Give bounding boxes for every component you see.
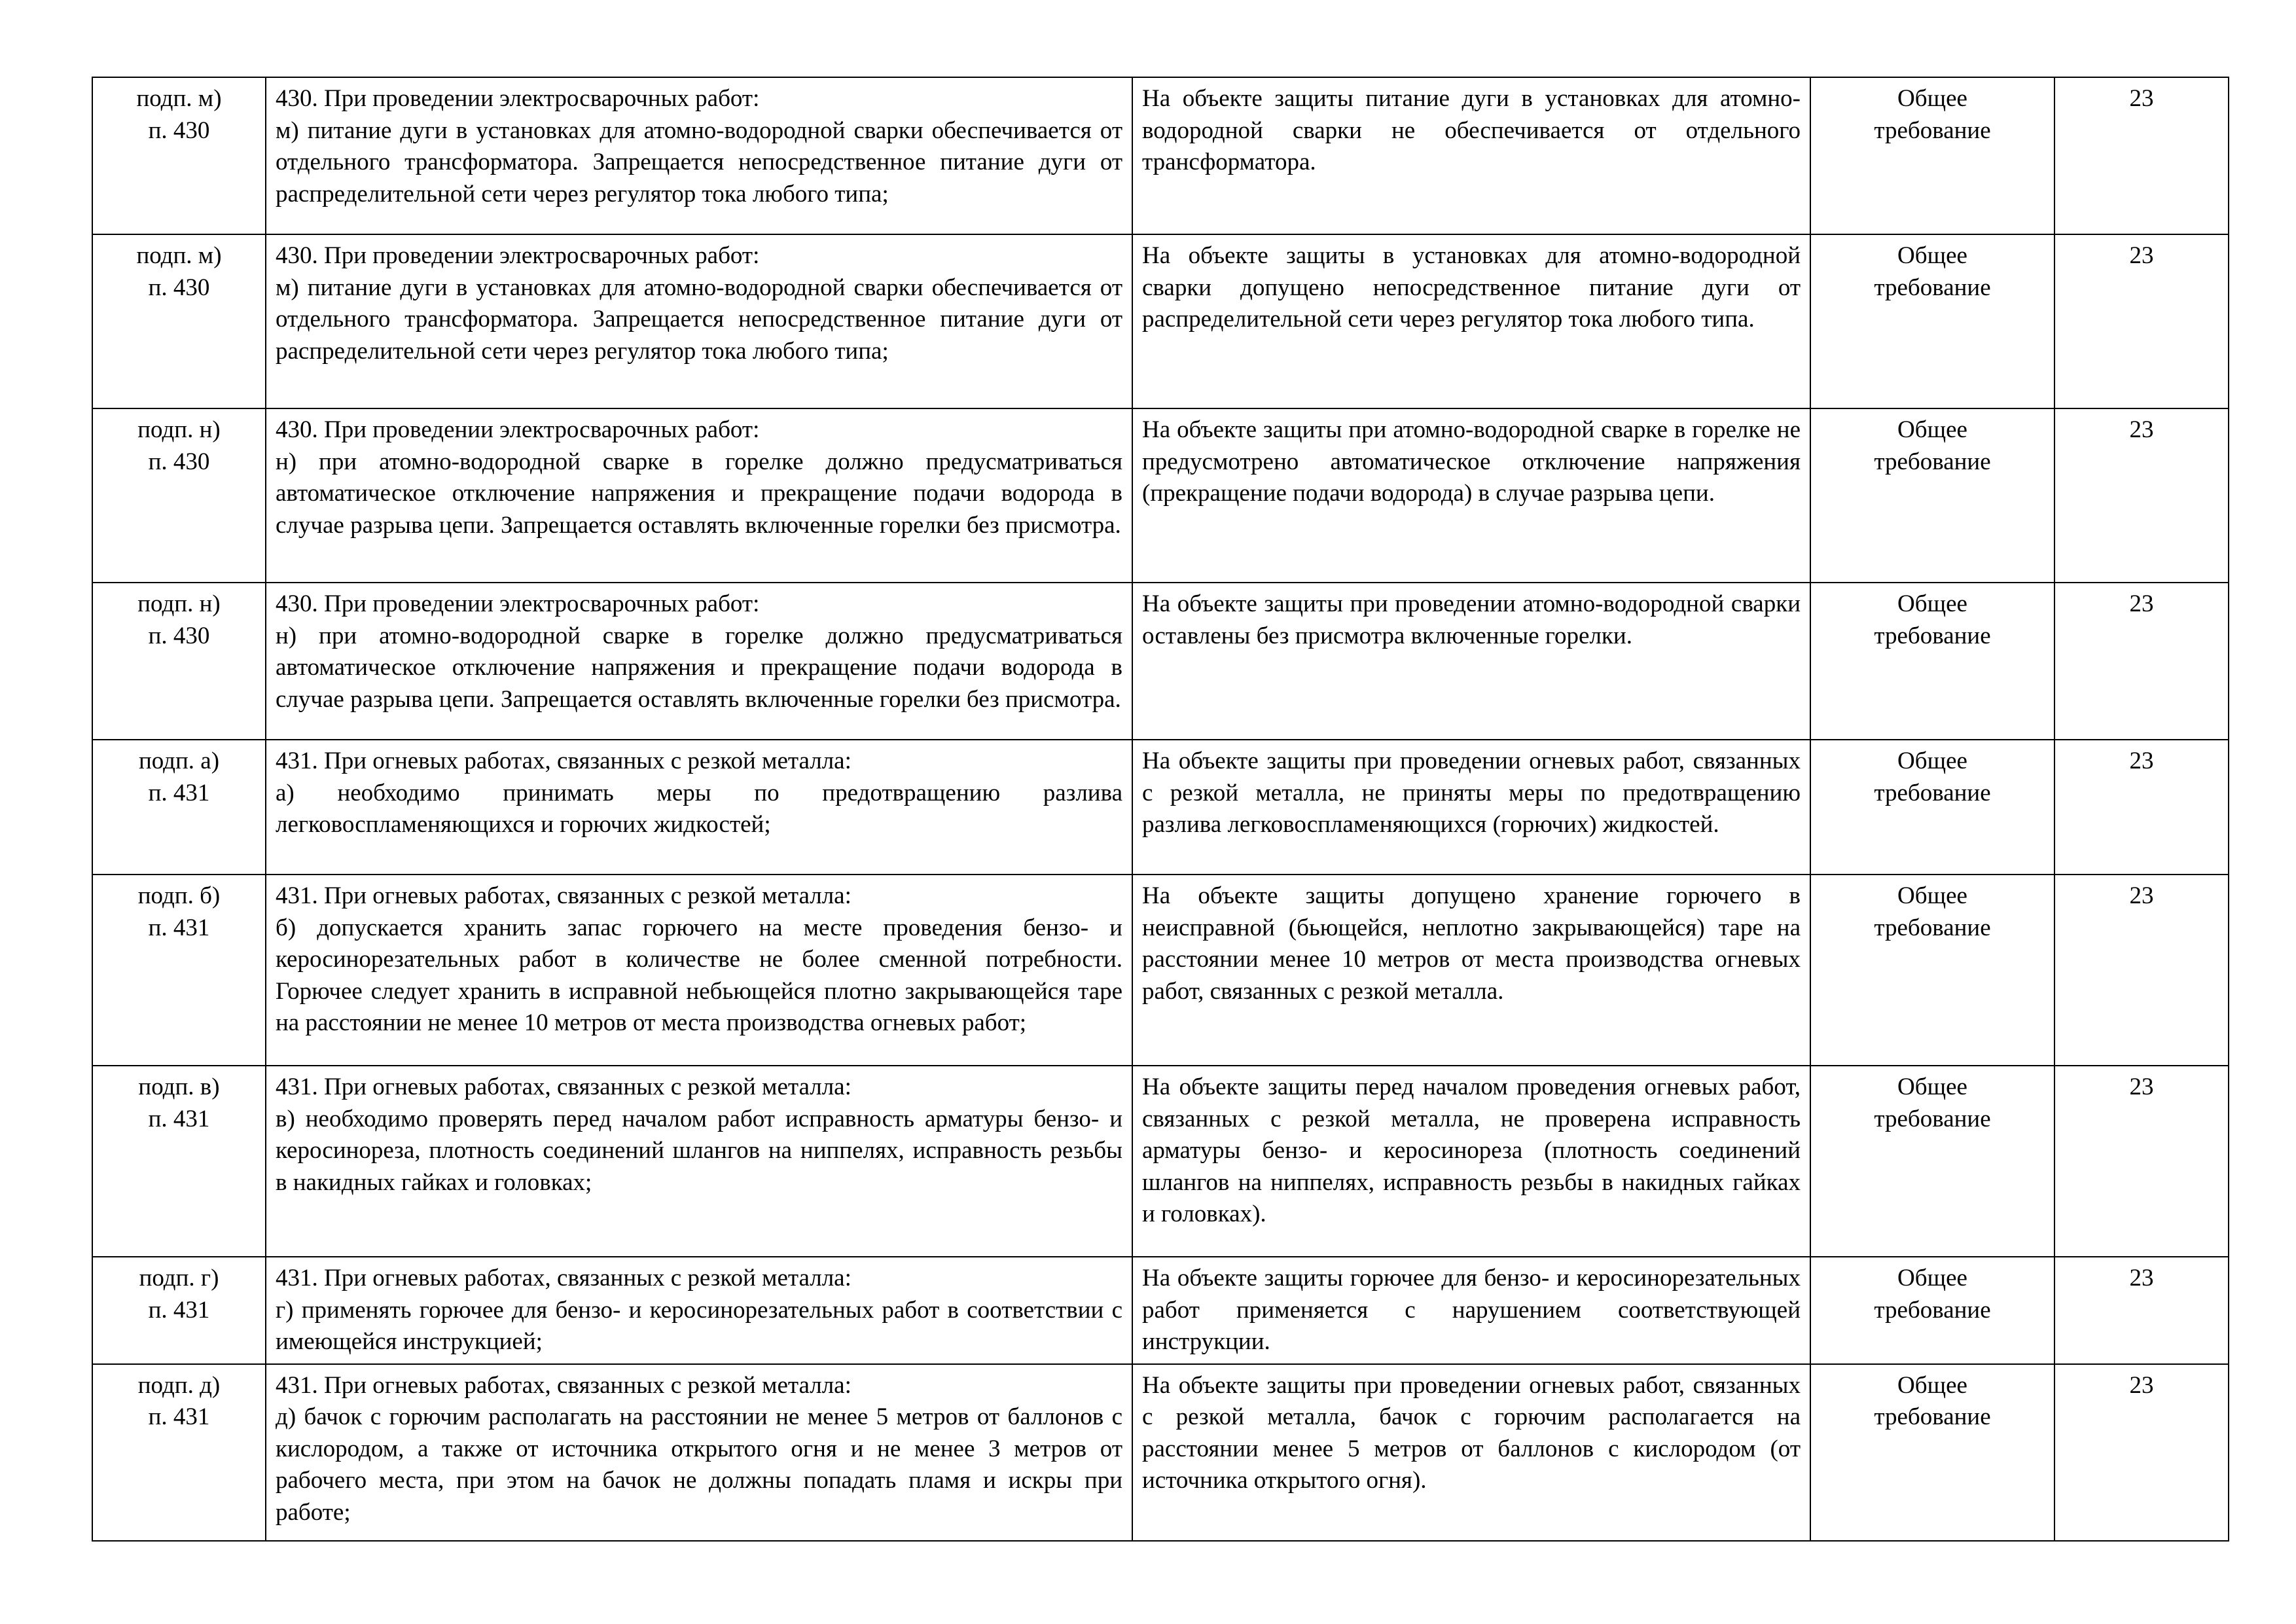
subpoint-ref: подп. м) [136, 85, 222, 112]
subpoint-ref: подп. в) [138, 1074, 220, 1100]
point-ref: п. 431 [148, 779, 210, 806]
rule-clause: н) при атомно-водородной сварке в горелке должно предусматриваться автоматическое отключение напряжения и прекращение подачи водорода в случае разрыва цепи. Запрещается оставлять включенные горелки без присмотра. [276, 448, 1122, 539]
violation-cell: На объекте защиты при проведении атомно-водородной сварки оставлены без присмотра включенные горелки. [1132, 583, 1810, 740]
point-ref: п. 431 [148, 914, 210, 941]
number-cell: 23 [2054, 740, 2229, 875]
table-row [92, 1364, 2229, 1541]
table-row [92, 740, 2229, 875]
rule-text-cell [266, 1066, 1132, 1257]
point-ref: п. 431 [148, 1296, 210, 1324]
subpoint-ref: подп. н) [137, 590, 221, 617]
number-cell: 23 [2054, 234, 2229, 408]
violation-cell: На объекте защиты при проведении огневых работ, связанных с резкой металла, не приняты меры по предотвращению разлива легковоспламеняющихся (горючих) жидкостей. [1132, 740, 1810, 875]
rule-text-cell [266, 740, 1132, 875]
number-cell: 23 [2054, 1257, 2229, 1364]
violation-cell: На объекте защиты в установках для атомно-водородной сварки допущено непосредственное питание дуги от распределительной сети через регулятор тока любого типа. [1132, 234, 1810, 408]
rule-clause: м) питание дуги в установках для атомно-водородной сварки обеспечивается от отдельного трансформатора. Запрещается непосредственное питание дуги от распределительной сети через регулятор тока любого типа; [276, 274, 1122, 365]
rule-clause: а) необходимо принимать меры по предотвращению разлива легковоспламеняющихся и горючих жидкостей; [276, 779, 1122, 838]
subpoint-ref: подп. н) [137, 416, 221, 443]
requirement-type-cell [1810, 583, 2054, 740]
number-cell: 23 [2054, 583, 2229, 740]
number-cell: 23 [2054, 1364, 2229, 1541]
table-row [92, 1257, 2229, 1364]
number-cell: 23 [2054, 408, 2229, 583]
reference-cell [92, 408, 266, 583]
rule-heading: 430. При проведении электросварочных работ: [276, 416, 760, 443]
requirement-type-line: требование [1874, 622, 1991, 649]
rule-text-cell [266, 1257, 1132, 1364]
requirement-type-cell [1810, 234, 2054, 408]
requirement-type-line: требование [1874, 1105, 1991, 1132]
table-row [92, 234, 2229, 408]
point-ref: п. 430 [148, 448, 210, 475]
requirement-type-line: Общее [1897, 590, 1967, 617]
rule-text-cell [266, 234, 1132, 408]
reference-cell [92, 740, 266, 875]
table-row [92, 77, 2229, 234]
violation-cell: На объекте защиты при проведении огневых работ, связанных с резкой металла, бачок с горючим располагается на расстоянии менее 5 метров от баллонов с кислородом (от источника открытого огня). [1132, 1364, 1810, 1541]
rule-heading: 430. При проведении электросварочных работ: [276, 242, 760, 269]
requirement-type-line: Общее [1897, 85, 1967, 112]
number-cell: 23 [2054, 1066, 2229, 1257]
reference-cell [92, 583, 266, 740]
requirement-type-line: Общее [1897, 1074, 1967, 1100]
rule-clause: м) питание дуги в установках для атомно-водородной сварки обеспечивается от отдельного трансформатора. Запрещается непосредственное питание дуги от распределительной сети через регулятор тока любого типа; [276, 117, 1122, 208]
requirement-type-cell [1810, 875, 2054, 1066]
requirement-type-line: требование [1874, 448, 1991, 475]
requirement-type-line: Общее [1897, 416, 1967, 443]
number-cell: 23 [2054, 875, 2229, 1066]
requirement-type-line: Общее [1897, 1265, 1967, 1291]
requirement-type-cell [1810, 1364, 2054, 1541]
reference-cell [92, 234, 266, 408]
rule-text-cell [266, 408, 1132, 583]
rule-text-cell [266, 875, 1132, 1066]
rule-text-cell [266, 583, 1132, 740]
subpoint-ref: подп. б) [137, 882, 221, 909]
rule-heading: 431. При огневых работах, связанных с резкой металла: [276, 1074, 852, 1100]
reference-cell [92, 1257, 266, 1364]
rule-heading: 431. При огневых работах, связанных с резкой металла: [276, 882, 852, 909]
table-row [92, 875, 2229, 1066]
requirement-type-line: требование [1874, 117, 1991, 144]
subpoint-ref: подп. г) [139, 1265, 219, 1291]
rule-heading: 431. При огневых работах, связанных с резкой металла: [276, 1265, 852, 1291]
requirement-type-line: требование [1874, 274, 1991, 301]
requirement-type-line: Общее [1897, 748, 1967, 774]
violation-cell: На объекте защиты перед началом проведения огневых работ, связанных с резкой металла, не проверена исправность арматуры бензо- и керосинореза (плотность соединений шлангов на ниппелях, исправность резьбы в накидных гайках и головках). [1132, 1066, 1810, 1257]
requirement-type-cell [1810, 77, 2054, 234]
requirement-type-line: требование [1874, 779, 1991, 806]
violation-cell: На объекте защиты при атомно-водородной сварке в горелке не предусмотрено автоматическое отключение напряжения (прекращение подачи водорода) в случае разрыва цепи. [1132, 408, 1810, 583]
point-ref: п. 431 [148, 1403, 210, 1430]
violation-cell: На объекте защиты допущено хранение горючего в неисправной (бьющейся, неплотно закрывающейся) таре на расстоянии менее 10 метров от места производства огневых работ, связанных с резкой металла. [1132, 875, 1810, 1066]
reference-cell [92, 1364, 266, 1541]
rule-clause: б) допускается хранить запас горючего на месте проведения бензо- и керосинорезательных работ в количестве не более сменной потребности. Горючее следует хранить в исправной небьющейся плотно закрывающейся таре на расстоянии не менее 10 метров от места производства огневых работ; [276, 914, 1122, 1036]
rule-clause: н) при атомно-водородной сварке в горелке должно предусматриваться автоматическое отключение напряжения и прекращение подачи водорода в случае разрыва цепи. Запрещается оставлять включенные горелки без присмотра. [276, 622, 1122, 713]
violations-table [92, 77, 2229, 1542]
requirement-type-cell [1810, 1257, 2054, 1364]
requirement-type-line: требование [1874, 914, 1991, 941]
rule-heading: 430. При проведении электросварочных работ: [276, 85, 760, 112]
requirement-type-line: требование [1874, 1296, 1991, 1324]
rule-text-cell [266, 77, 1132, 234]
requirement-type-cell [1810, 1066, 2054, 1257]
requirement-type-line: требование [1874, 1403, 1991, 1430]
reference-cell [92, 875, 266, 1066]
requirement-type-line: Общее [1897, 882, 1967, 909]
requirement-type-cell [1810, 740, 2054, 875]
rule-heading: 430. При проведении электросварочных работ: [276, 590, 760, 617]
number-cell: 23 [2054, 77, 2229, 234]
rule-text-cell [266, 1364, 1132, 1541]
rule-heading: 431. При огневых работах, связанных с резкой металла: [276, 1371, 852, 1399]
subpoint-ref: подп. м) [136, 242, 222, 269]
point-ref: п. 431 [148, 1105, 210, 1132]
point-ref: п. 430 [148, 622, 210, 649]
requirement-type-cell [1810, 408, 2054, 583]
violation-cell: На объекте защиты горючее для бензо- и керосинорезательных работ применяется с нарушением соответствующей инструкции. [1132, 1257, 1810, 1364]
reference-cell [92, 77, 266, 234]
point-ref: п. 430 [148, 274, 210, 301]
violation-cell: На объекте защиты питание дуги в установках для атомно-водородной сварки не обеспечивается от отдельного трансформатора. [1132, 77, 1810, 234]
rule-clause: г) применять горючее для бензо- и керосинорезательных работ в соответствии с имеющейся инструкцией; [276, 1296, 1122, 1355]
rule-clause: д) бачок с горючим располагать на расстоянии не менее 5 метров от баллонов с кислородом, а также от источника открытого огня и не менее 3 метров от рабочего места, при этом на бачок не должны попадать пламя и искры при работе; [276, 1403, 1122, 1526]
subpoint-ref: подп. д) [137, 1371, 221, 1399]
subpoint-ref: подп. а) [138, 748, 220, 774]
table-row [92, 1066, 2229, 1257]
reference-cell [92, 1066, 266, 1257]
point-ref: п. 430 [148, 117, 210, 144]
table-row [92, 408, 2229, 583]
rule-heading: 431. При огневых работах, связанных с резкой металла: [276, 748, 852, 774]
requirement-type-line: Общее [1897, 242, 1967, 269]
requirement-type-line: Общее [1897, 1371, 1967, 1399]
table-row [92, 583, 2229, 740]
rule-clause: в) необходимо проверять перед началом работ исправность арматуры бензо- и керосинореза, плотность соединений шлангов на ниппелях, исправность резьбы в накидных гайках и головках; [276, 1105, 1122, 1196]
